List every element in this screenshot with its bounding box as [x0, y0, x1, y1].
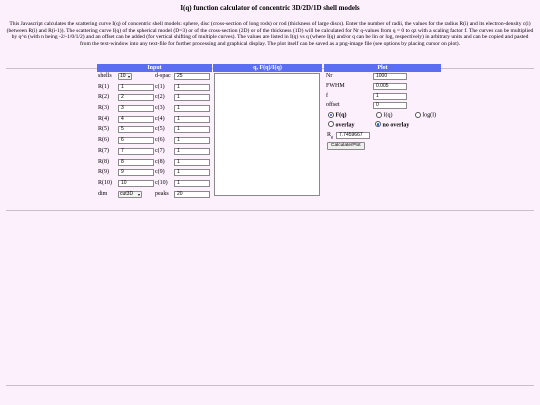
density-label: c(10) — [155, 179, 168, 186]
option-no-overlay-label: no overlay — [382, 122, 410, 129]
radius-label: R(3) — [98, 105, 109, 112]
peaks-label: peaks — [155, 190, 169, 197]
radius-input[interactable]: 9 — [118, 169, 154, 176]
radius-label: R(9) — [98, 169, 109, 176]
q-panel — [213, 64, 322, 72]
radio-fq[interactable] — [328, 112, 334, 118]
option-no-overlay[interactable] — [375, 122, 409, 128]
option-fq-label: F(q) — [335, 112, 347, 119]
radius-input[interactable]: 4 — [118, 116, 154, 123]
radius-row — [97, 83, 212, 94]
radius-label: R(8) — [98, 158, 109, 165]
rg-output: 7.7459667 — [336, 132, 370, 139]
density-label: c(2) — [155, 94, 165, 101]
radius-row — [97, 104, 212, 115]
radius-input[interactable]: 5 — [118, 126, 154, 133]
radius-row — [97, 179, 212, 190]
chevron-down-icon: ▾ — [137, 191, 140, 197]
density-input[interactable]: 1 — [174, 159, 210, 166]
peaks-input[interactable]: 20 — [174, 191, 210, 198]
q-output-textarea[interactable] — [214, 73, 320, 196]
q-header: q, F(q)/I(q) — [213, 64, 322, 72]
radius-input[interactable]: 7 — [118, 148, 154, 155]
radius-label: R(1) — [98, 83, 109, 90]
option-iq-label: I(q) — [383, 112, 393, 119]
radius-input[interactable]: 10 — [118, 180, 154, 187]
shells-row — [97, 72, 212, 83]
fwhm-input[interactable]: 0.005 — [373, 83, 407, 90]
dim-label: dim — [98, 190, 108, 197]
radio-iq[interactable] — [376, 112, 382, 118]
rg-row — [324, 131, 441, 141]
density-input[interactable]: 1 — [174, 148, 210, 155]
shells-select[interactable] — [118, 73, 132, 80]
function-options-row — [324, 111, 441, 121]
radius-row — [97, 125, 212, 136]
radius-row — [97, 115, 212, 126]
density-label: c(9) — [155, 169, 165, 176]
density-label: c(6) — [155, 137, 165, 144]
nr-row — [324, 72, 441, 82]
option-iq[interactable] — [376, 112, 393, 118]
dim-select[interactable] — [118, 191, 142, 198]
radius-row — [97, 147, 212, 158]
radius-input[interactable]: 8 — [118, 159, 154, 166]
density-label: c(3) — [155, 105, 165, 112]
density-input[interactable]: 1 — [174, 180, 210, 187]
radius-input[interactable]: 6 — [118, 137, 154, 144]
radius-label: R(10) — [98, 179, 112, 186]
radius-label: R(6) — [98, 137, 109, 144]
offset-row — [324, 101, 441, 111]
radius-input[interactable]: 1 — [118, 84, 154, 91]
shells-select-value: 10 — [120, 73, 126, 79]
density-label: c(7) — [155, 147, 165, 154]
density-input[interactable]: 1 — [174, 137, 210, 144]
nr-input[interactable]: 1000 — [373, 73, 407, 80]
offset-label: offset — [326, 102, 340, 109]
radio-overlay[interactable] — [328, 121, 334, 127]
overlay-options-row — [324, 121, 441, 131]
density-label: c(4) — [155, 115, 165, 122]
plot-panel — [324, 64, 441, 150]
nr-label: Nr — [326, 73, 333, 79]
divider-bottom — [6, 210, 534, 211]
page-title: I(q) function calculator of concentric 3D/2D/1D shell models — [180, 4, 360, 12]
fwhm-label: FWHM — [326, 82, 345, 89]
option-logi-label: log(I) — [422, 112, 437, 119]
dim-select-value: cut3D — [120, 190, 134, 197]
density-label: c(8) — [155, 158, 165, 165]
rg-label-sub: g — [331, 133, 334, 139]
radius-row — [97, 136, 212, 147]
radius-row — [97, 93, 212, 104]
description-text: This Javascript calculates the scattering curve I(q) of concentric shell models: sphere, disc (cross-section of long rods) or rod (thickness of large discs). Enter the number of radii, the values for the radius R(i) and its electron-density c(i) (between R(i) and R(i-1)). The scattering curve I(q) of the spherical model (D=3) or of the cross-section (2D) or of the thickness (1D) will be calculated for Nr q-values from q = 0 to qz with a scaling factor f. The curves can be multiplied by q^n (with n being -2/-1/0/1/2) and an offset can be added (for vertical shifting of multiple curves). The values are listed in I(q) vs q (where I(q) and/or q can be lin or log, respectively) in arbitrary units and can be copied and pasted from the text-window into any text-file for further processing and graphical display. The plot itself can be saved as a png-image file (see options by placing cursor on plot). — [6, 21, 534, 47]
radius-row — [97, 168, 212, 179]
f-input[interactable]: 1 — [373, 93, 407, 100]
radius-label: R(2) — [98, 94, 109, 101]
input-header: Input — [97, 64, 212, 72]
radius-row — [97, 158, 212, 169]
plot-header: Plot — [324, 64, 441, 72]
calculate-plot-button[interactable]: Calculate/Plot — [327, 142, 365, 150]
radius-label: R(4) — [98, 115, 109, 122]
density-input[interactable]: 1 — [174, 169, 210, 176]
density-label: c(1) — [155, 83, 165, 90]
input-panel — [97, 64, 212, 200]
radius-input[interactable]: 2 — [118, 94, 154, 101]
radio-no-overlay[interactable] — [375, 121, 381, 127]
rg-label — [327, 132, 333, 139]
f-row — [324, 92, 441, 102]
dim-row — [97, 190, 212, 201]
dspac-label: d-spac — [155, 73, 171, 79]
chevron-down-icon: ▾ — [127, 74, 130, 79]
density-input[interactable]: 1 — [174, 94, 210, 101]
dspac-input[interactable]: 25 — [174, 73, 210, 80]
density-input[interactable]: 1 — [174, 126, 210, 133]
density-input[interactable]: 1 — [174, 84, 210, 91]
radius-rows — [97, 83, 212, 190]
divider-footer — [6, 385, 534, 386]
option-overlay[interactable] — [328, 122, 355, 128]
option-fq[interactable] — [328, 112, 347, 118]
radius-input[interactable]: 3 — [118, 105, 154, 112]
offset-input[interactable]: 0 — [373, 102, 407, 109]
option-logi[interactable] — [415, 112, 436, 118]
option-overlay-label: overlay — [335, 122, 355, 129]
radio-logi[interactable] — [415, 112, 421, 118]
f-label: f — [326, 92, 328, 99]
rg-label-main: R — [327, 131, 332, 138]
density-input[interactable]: 1 — [174, 105, 210, 112]
calc-row — [324, 141, 441, 151]
fwhm-row — [324, 82, 441, 92]
radius-label: R(5) — [98, 126, 109, 133]
radius-label: R(7) — [98, 147, 109, 154]
density-input[interactable]: 1 — [174, 116, 210, 123]
shells-label: shells — [98, 73, 112, 79]
density-label: c(5) — [155, 126, 165, 133]
